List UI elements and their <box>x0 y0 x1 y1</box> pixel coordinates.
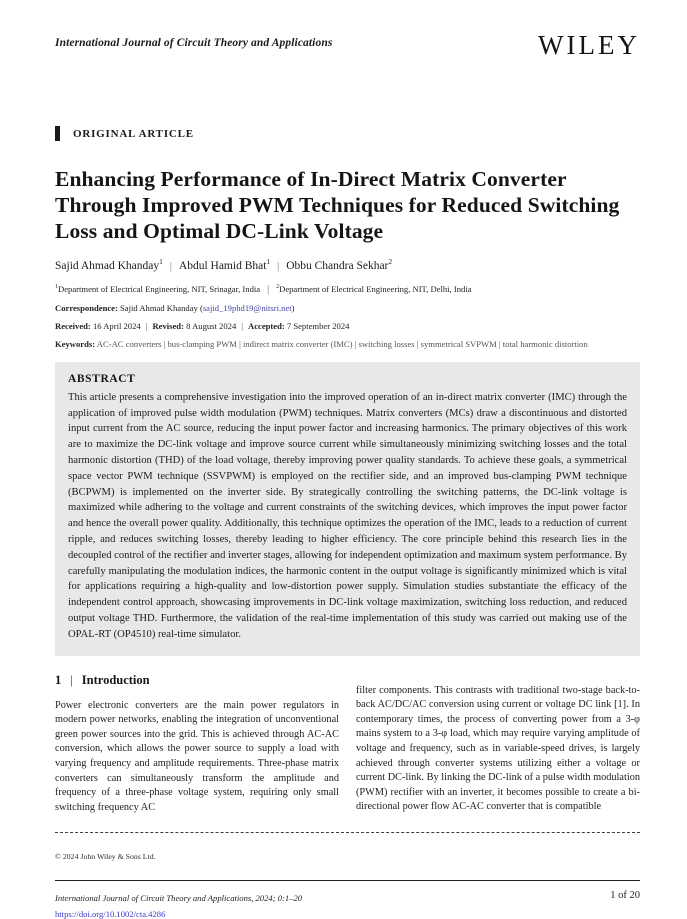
section-title: Introduction <box>81 672 150 687</box>
intro-paragraph-left: Power electronic converters are the main power regulators in modern power networks, enabling the integration of unconventional green power sources into the grid. This is achieved through AC-AC conversion, which allows the power source to supply a load with varying frequency and amplitude requirements. Three-phase matrix converters can simultaneously transform the amplitude and frequency of a three-phase voltage system, requiring only small switching frequency AC <box>55 699 339 813</box>
accepted-date: 7 September 2024 <box>284 320 350 331</box>
received-label: Received: <box>55 320 91 331</box>
section-number: 1 <box>55 672 62 687</box>
footer-rule <box>55 880 640 881</box>
introduction-section <box>55 673 640 825</box>
author-separator: | <box>277 260 280 272</box>
keywords-list: AC-AC converters | bus-clamping PWM | indirect matrix converter (IMC) | switching losses | symmetrical SVPWM | total harmonic distortion <box>96 338 588 349</box>
correspondence-label: Correspondence: <box>55 302 118 313</box>
author-name: Sajid Ahmad Khanday$^1$ <box>55 257 163 272</box>
dates-separator: | <box>145 320 148 331</box>
article-type-label: ORIGINAL ARTICLE <box>73 127 194 140</box>
section-heading-separator: | <box>70 672 73 687</box>
affiliation-item: $^1$Department of Electrical Engineering, NIT, Srinagar, India <box>55 283 261 294</box>
keywords-label: Keywords: <box>55 338 96 349</box>
citation-block <box>55 888 302 919</box>
affiliation-list <box>55 284 640 295</box>
badge-bar <box>55 126 60 141</box>
intro-paragraph-right: filter components. This contrasts with traditional two-stage back-to-back AC/DC/AC conversion using current or voltage DC link [1]. In contemporary times, the process of converting power from a 3-φ mains system to a 3-φ load, which may require varying amplitude of voltage and frequency, such as in variable-speed drives, is largely achieved through converter systems utilizing either a voltage or current DC-link. By linking the DC-link of a pulse width modulation (PWM) rectifier with an inverter, it becomes possible to create a bi-directional power flow AC-AC converter that is compatible <box>356 684 640 813</box>
affiliation-separator: | <box>267 283 270 295</box>
correspondence-close: ) <box>291 302 295 313</box>
author-affil-sup: 2 <box>388 257 393 266</box>
keywords-line <box>55 339 640 349</box>
author-name: Obbu Chandra Sekhar$^2$ <box>286 257 393 272</box>
doi-link[interactable]: https://doi.org/10.1002/cta.4286 <box>55 908 166 919</box>
copyright-notice: © 2024 John Wiley & Sons Ltd. <box>55 851 156 861</box>
page-footer <box>55 888 640 919</box>
journal-citation: International Journal of Circuit Theory and Applications, 2024; 0:1–20 <box>55 892 303 903</box>
author-list <box>55 257 640 272</box>
revised-date: 8 August 2024 <box>183 320 237 331</box>
author-separator: | <box>169 260 172 272</box>
journal-name: International Journal of Circuit Theory and Applications <box>55 37 333 49</box>
journal-header <box>55 30 640 60</box>
article-type-badge <box>55 126 640 141</box>
dates-line <box>55 321 640 331</box>
wiley-logo: WILEY <box>538 30 640 60</box>
author-name: Abdul Hamid Bhat$^1$ <box>178 257 271 272</box>
abstract-heading: ABSTRACT <box>68 372 136 385</box>
received-date: 16 April 2024 <box>90 320 141 331</box>
author-affil-sup: 1 <box>159 257 163 266</box>
author-affil-sup: 1 <box>266 257 271 266</box>
correspondence-line <box>55 303 640 313</box>
right-column <box>356 673 640 825</box>
page-number: 1 of 20 <box>610 889 640 901</box>
correspondence-name: Sajid Ahmad Khanday ( <box>117 302 203 313</box>
correspondence-email-link[interactable]: sajid_19phd19@nitsri.net <box>202 302 292 313</box>
abstract-body: This article presents a comprehensive investigation into the improved operation of an in-direct matrix converter (IMC) through the application of improved pulse width modulation (PWM) techniques. Matrix converters (MCs) draw a discontinuous and distorted input current from the AC source, reducing the input power factor and increasing harmonics. The primary objectives of this work are to maximize the DC-link voltage and improve source current while simultaneously minimizing switching losses and the total harmonic distortion (THD) of the load voltage, thereby improving power quality standards. To achieve these goals, a symmetrical space vector PWM technique (SSVPWM) is employed on the rectifier side, and an improved bus-clamping PWM technique (BCPWM) is implemented on the inverter side. By strategically controlling the switching patterns, the DC-link voltage is maximized while adhering to the voltage and current constraints of the switching devices, which improves the input power factor and hence the overall power quality. Additionally, this technique optimizes the operation of the IMC, leads to a reduction of current ripple, and reduces switching losses, thereby leading to higher efficiency. The core principle behind this research lies in the decoupled control of the rectifier and inverter stages, allowing for independent optimization and maximum system performance. By carefully manipulating the modulation indices, the harmonic content in the output voltage is significantly minimized which is vital for applications requiring a high-quality and low-distortion power supply. Simulation studies substantiate the efficacy of the independent control approach, showcasing improvements in DC-link voltage maximization, switching loss reduction, and reduced output voltage THD. Furthermore, the validation of the real-time implementation of this study was carried out making use of the OPAL-RT (OP4510) real-time simulator. <box>68 391 627 640</box>
left-column <box>55 673 339 825</box>
article-title: Enhancing Performance of In-Direct Matrix Converter Through Improved PWM Techniques for Reduced Switching Loss and Optimal DC-Link Voltage <box>55 167 620 243</box>
affiliation-item: $^2$Department of Electrical Engineering, NIT, Delhi, India <box>276 283 472 294</box>
section-heading <box>55 673 339 688</box>
footnote-rule <box>55 832 640 833</box>
dates-separator: | <box>241 320 243 331</box>
abstract-panel <box>55 362 640 656</box>
accepted-label: Accepted: <box>247 320 285 331</box>
revised-label: Revised: <box>152 320 184 331</box>
